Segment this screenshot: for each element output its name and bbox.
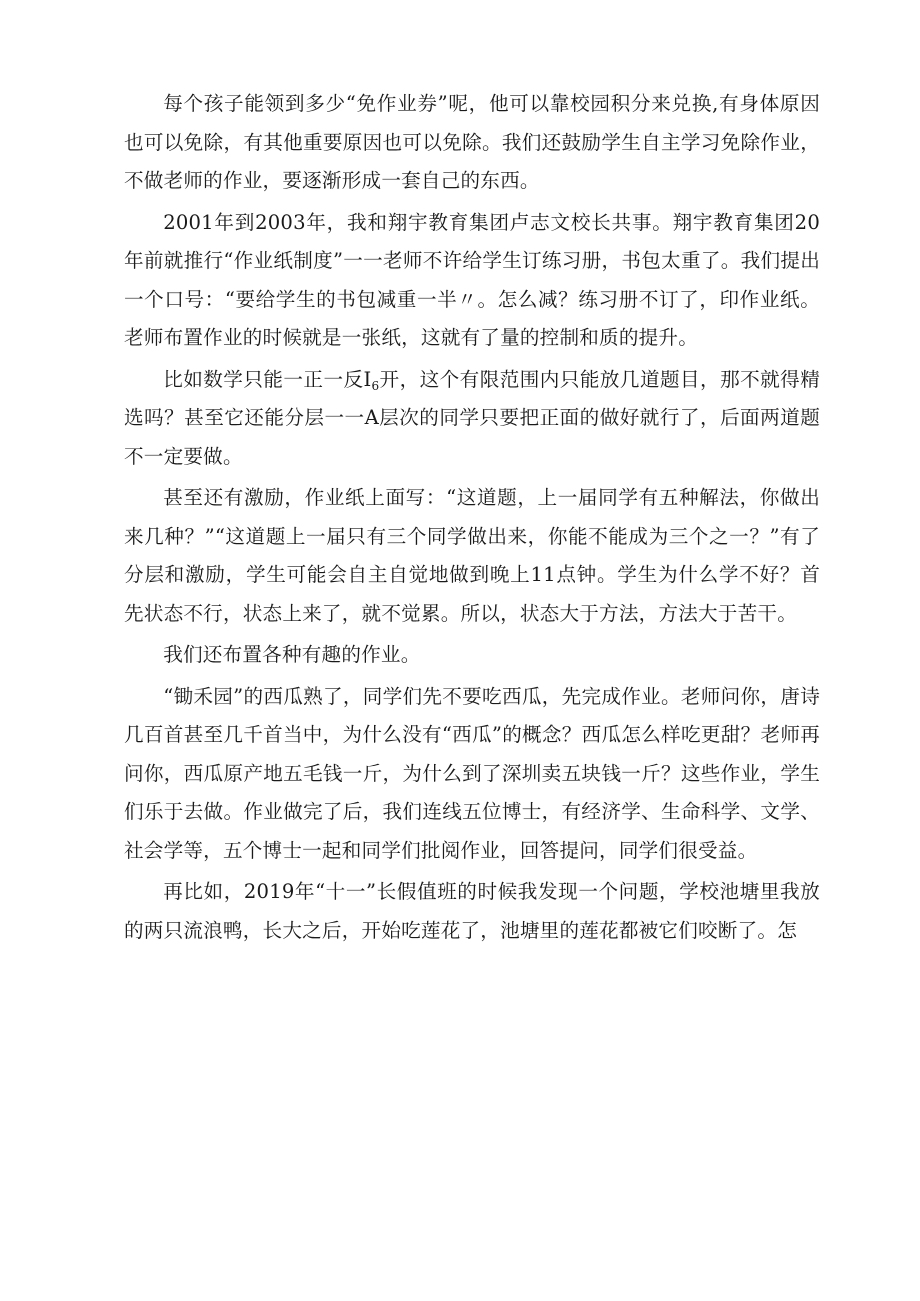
paragraph-3: [124, 361, 820, 477]
paragraph-5: 我们还布置各种有趣的作业。: [163, 643, 421, 666]
paragraph-1: 每个孩子能领到多少“免作业券”呢，他可以靠校园积分来兑换,有身体原因也可以免除，有其他重要原因也可以免除。我们还鼓励学生自主学习免除作业，不做老师的作业，要逐渐形成一套自己的东西。: [124, 92, 820, 192]
paragraph-3-subscript: 6: [371, 378, 380, 393]
paragraph-4: 甚至还有激励，作业纸上面写：“这道题，上一届同学有五种解法，你做出来几种？”“这道题上一届只有三个同学做出来，你能不能成为三个之一？”有了分层和激励，学生可能会自主自觉地做到晚上11点钟。学生为什么学不好？首先状态不行，状态上来了，就不觉累。所以，状态大于方法，方法大于苦干。: [124, 486, 820, 625]
paragraph-3-after: 开，这个有限范围内只能放几道题目，那不就得精选吗？甚至它还能分层一一A层次的同学只要把正面的做好就行了，后面两道题不一定要做。: [124, 367, 820, 468]
paragraph-3-before: 比如数学只能一正一反I: [163, 367, 372, 391]
paragraph-2: 2001年到2003年，我和翔宇教育集团卢志文校长共事。翔宇教育集团20年前就推行“作业纸制度”一一老师不许给学生订练习册，书包太重了。我们提出一个口号：“要给学生的书包减重一半〃。怎么减？练习册不订了，印作业纸。老师布置作业的时候就是一张纸，这就有了量的控制和质的提升。: [124, 210, 820, 349]
paragraph-7: 再比如，2019年“十一”长假值班的时候我发现一个问题，学校池塘里我放的两只流浪鸭，长大之后，开始吃莲花了，池塘里的莲花都被它们咬断了。怎: [124, 880, 820, 942]
paragraph-6: “锄禾园”的西瓜熟了，同学们先不要吃西瓜，先完成作业。老师问你，唐诗几百首甚至几千首当中，为什么没有“西瓜”的概念？西瓜怎么样吃更甜？老师再问你，西瓜原产地五毛钱一斤，为什么到了深圳卖五块钱一斤？这些作业，学生们乐于去做。作业做完了后，我们连线五位博士，有经济学、生命科学、文学、社会学等，五个博士一起和同学们批阅作业，回答提问，同学们很受益。: [124, 684, 820, 862]
